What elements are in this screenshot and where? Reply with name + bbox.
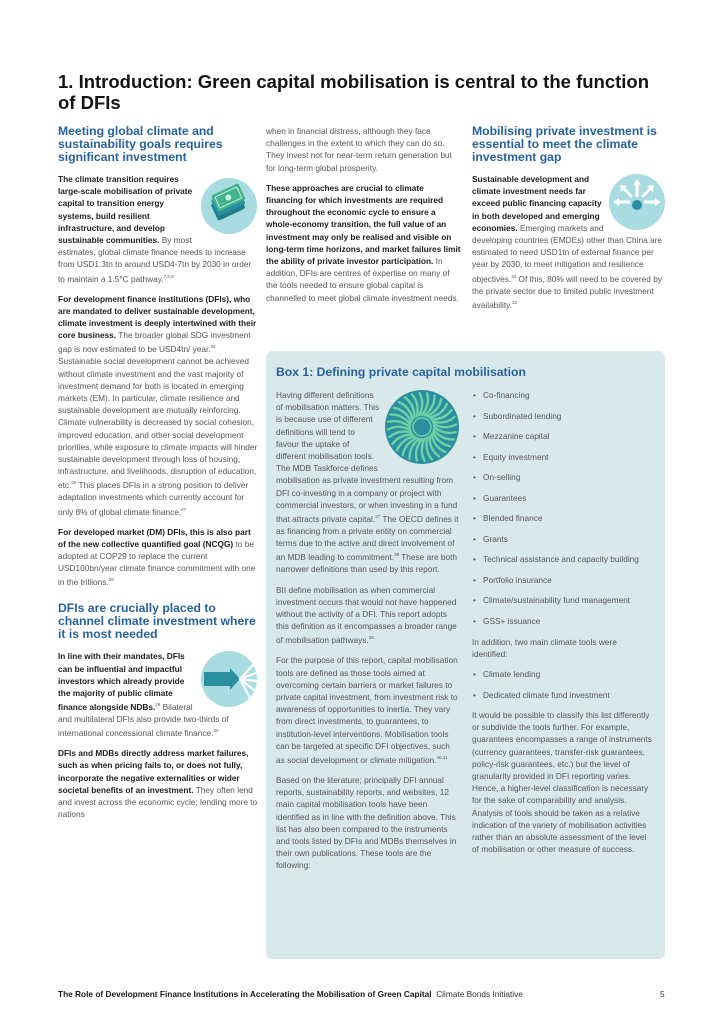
box-p1-b: The OECD defines it as financing from a private entity on commercial terms due to the active and direct involvement of an MDB leading to commitment.	[276, 513, 459, 563]
box-p4: Based on the literature; principally DFI annual reports, sustainability reports, and websites, 12 main capital mobilisation tools have been identified as in line with the definition above. This list has also been compared to the instruments and tools listed by DFIs and MDBs themselves in their own publications. These tools are the following:	[276, 774, 457, 871]
page-title: 1. Introduction: Green capital mobilisation is central to the function of DFIs	[58, 71, 650, 113]
list-item: • Dedicated climate fund investment	[472, 689, 652, 701]
footnote-ref: 7,8,9	[163, 273, 174, 279]
page-number: 5	[660, 989, 665, 999]
p2-text-c: This places DFIs in a strong position to deliver adaptation investments which currently account for only 8% of global climate finance.	[58, 480, 249, 517]
list-item: • Guarantees	[472, 492, 652, 504]
box-p2: BII define mobilisation as when commercial investment occurs that would not have happened without the activity of a DFI. This report adopts this definition as it encompasses a broader range of mobilisation pathways.	[276, 584, 457, 646]
p5-rest: They often lend and invest across the economic cycle; lending more to nations	[58, 784, 258, 820]
footer-report-title: The Role of Development Finance Institutions in Accelerating the Mobilisation of Green Capital	[58, 989, 432, 999]
p4-bold: In line with their mandates, DFIs can be influential and impactful investors which already provide the majority of public climate finance alongside NDBs.	[58, 651, 185, 712]
list-item: • GSS+ issuance	[472, 615, 652, 627]
funnel-channel-icon	[200, 650, 258, 708]
p3-rest: to be adopted at COP29 to replace the current USD100bn/year climate finance commitment with one in the trillions.	[58, 538, 256, 588]
col3-p1-b: Of this, 80% will need to be covered by the private sector due to limited public investment availability.	[472, 273, 662, 310]
p1-bold: The climate transition requires large-scale mobilisation of private capital to transition energy systems, build resilient infrastructure, and develop sustainable communities.	[58, 174, 193, 246]
footnote-ref: 29	[155, 702, 161, 708]
footnote-ref: 27	[181, 506, 187, 512]
climate-tools-list	[472, 668, 652, 701]
list-item: • Equity investment	[472, 451, 652, 463]
radial-burst-icon	[384, 389, 460, 465]
arrows-outward-icon	[608, 173, 666, 231]
climate-tools-intro: In addition, two main climate tools were identified:	[472, 636, 617, 659]
box-left-column	[276, 389, 460, 880]
money-stack-icon	[200, 173, 258, 237]
list-item: • Grants	[472, 533, 652, 545]
column-right	[472, 125, 666, 319]
footnote-ref: 40,41	[436, 754, 448, 760]
col2-p2-bold: These approaches are crucial to climate financing for which investments are required throughout the economic cycle to ensure a whole-economy transition, the full value of an investment may only be realised and visible on long-term time horizons, and market failures limit the ability of private investor participation.	[266, 182, 461, 267]
section-heading-dfis: DFIs are crucially placed to channel climate investment where it is most needed	[58, 601, 256, 642]
box-right-column	[472, 389, 652, 864]
list-item: • On-selling	[472, 471, 652, 483]
list-item: • Mezzanine capital	[472, 430, 652, 442]
footnote-ref: 39	[368, 635, 374, 641]
footnote-ref: 30	[213, 728, 219, 734]
footer	[58, 989, 523, 999]
section-heading-mobilising: Mobilising private investment is essential to meet the climate investment gap	[472, 124, 657, 164]
column-middle	[266, 125, 462, 312]
mobilisation-tools-list	[472, 389, 652, 627]
footnote-ref: 32	[511, 299, 517, 305]
box-p1-c: These are both narrower definitions than used by this report.	[276, 552, 458, 575]
footnote-ref: 37	[375, 514, 381, 520]
list-item: • Subordinated lending	[472, 410, 652, 422]
list-item: • Portfolio insurance	[472, 574, 652, 586]
footnote-ref: 25	[210, 344, 216, 350]
p3-bold: For developed market (DM) DFIs, this is also part of the new collective quantified goal (NCQG)	[58, 526, 251, 549]
box-p1-a: Having different definitions of mobilisation matters. This is because use of different definitions will tend to favour the uptake of different mobilisation tools. The MDB Taskforce defines mobilisation as private investment resulting from DFI co-investing in a company or project with commercial investors, or when investing in a fund that attracts private capital.	[276, 390, 458, 524]
section-heading-investment: Meeting global climate and sustainability goals requires significant investment	[58, 124, 223, 164]
list-item: • Climate/sustainability fund management	[472, 594, 652, 606]
column-left	[58, 125, 258, 829]
box-title: Box 1: Defining private capital mobilisation	[276, 365, 526, 379]
col3-p1-bold: Sustainable development and climate investment needs far exceed public financing capacity in both developed and emerging economies.	[472, 174, 602, 233]
box-p3: For the purpose of this report, capital mobilisation tools are defined as those tools aimed at overcoming certain barriers or market failures to private capital investment, from investment risk to awareness of opportunities to inertia. They vary from direct investments, to guarantees, to institution-level interventions. Mobilisation tools can be targeted at specific DFI objectives, such as social development or climate mitigation.	[276, 655, 458, 765]
p2-text-a: The broader global SDG investment gap is now estimated to be USD4tn/ year.	[58, 330, 251, 355]
footnote-ref: 38	[394, 552, 400, 558]
footnote-ref: 28	[108, 577, 114, 583]
p5-bold: DFIs and MDBs directly address market failures, such as when pricing fails to, or does not fully, incorporate the negative externalities or wider societal benefits of an investment.	[58, 748, 249, 795]
list-item: • Blended finance	[472, 512, 652, 524]
col2-p2-rest: In addition, DFIs are centres of expertise on many of the tools needed to ensure global capital is channelled to meet global climate investment needs.	[266, 256, 459, 303]
list-item: • Technical assistance and capacity building	[472, 553, 652, 565]
p2-text-b: Sustainable social development cannot be achieved without climate investment and the vast majority of investment demand for both is located in emerging markets (EM). In particular, climate resilience and sustainable development are mutually reinforcing. Climate vulnerability is decreased by social cohesion, improved education, and other social development priorities, while exposure to climate impacts will hinder sustainable development through loss of housing, infrastructure, and livelihoods, disruption of education, etc.	[58, 356, 258, 491]
footer-org: Climate Bonds Initiative	[436, 989, 523, 999]
footnote-ref: 31	[511, 273, 517, 279]
box-right-p2: It would be possible to classify this list differently or subdivide the tools further. For example, guarantees encompasses a range of instruments (currency guarantees, transfer-risk guarantees, policy-risk guarantees, etc.) but the level of granularity provided in DFI reporting varies. Hence, a higher-level classification is necessary for the sake of comparability and analysis. Analysis of tools should be taken as a relative indication of the variety of mobilisation activities rather than an absolute assessment of the level of mobilisation or other measure of success.	[472, 710, 652, 855]
col2-p1: when in financial distress, although they face challenges in the extent to which they can do so. They invest not for near-term return generation but for long-term global prosperity.	[266, 126, 452, 173]
box-defining-mobilisation	[266, 351, 665, 959]
col3-p1-a: Emerging markets and developing countries (EMDEs) other than China are estimated to need USD1tn of external finance per year by 2030, to meet mitigation and resilience objectives.	[472, 222, 663, 284]
list-item: • Co-financing	[472, 389, 652, 401]
p1-rest: By most estimates, global climate finance needs to increase from USD1.3tn to around USD4-7tn by 2030 in order to maintain a 1.5°C pathway.	[58, 235, 252, 284]
list-item: • Climate lending	[472, 668, 652, 680]
footnote-ref: 26	[71, 480, 77, 486]
p2-bold: For development finance institutions (DFIs), who are mandated to deliver sustainable development, climate investment is deeply intertwined with their core business.	[58, 293, 257, 341]
p4-rest: Bilateral and multilateral DFIs also provide two-thirds of international concessional climate finance.	[58, 701, 229, 739]
